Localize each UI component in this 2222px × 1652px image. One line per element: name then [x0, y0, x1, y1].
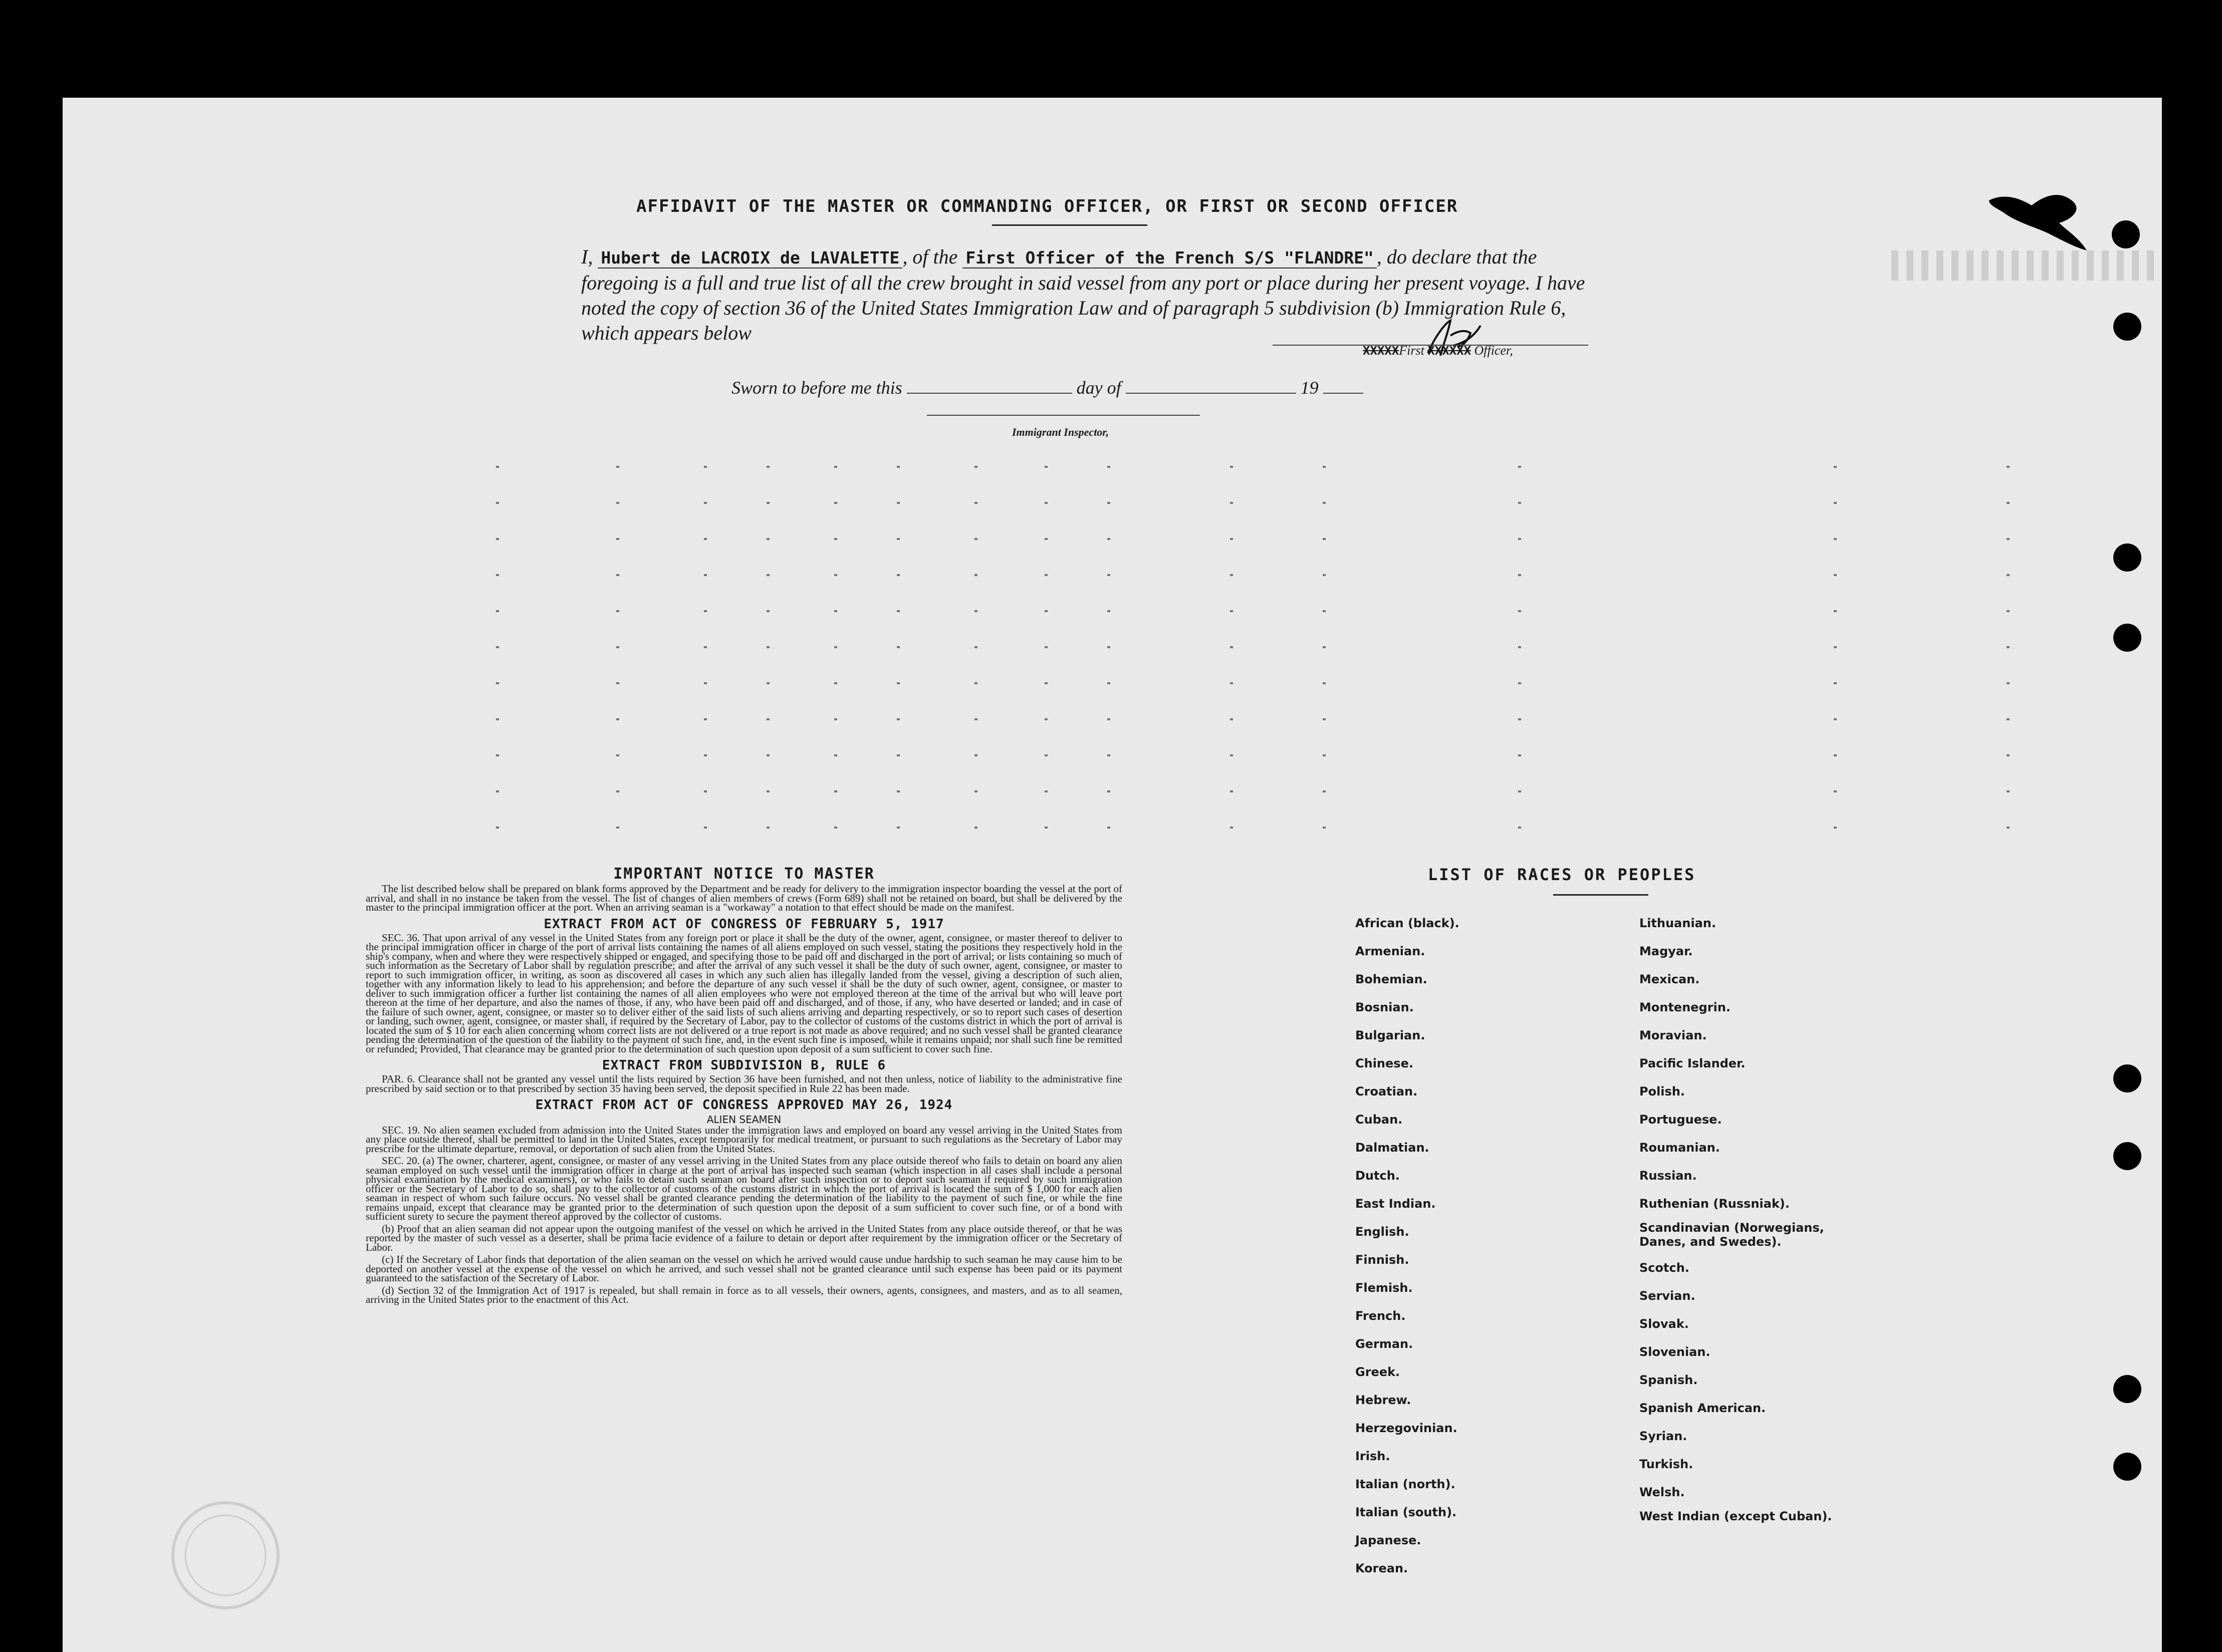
inspector-signature-line: [927, 415, 1200, 416]
column-guide: [704, 466, 707, 862]
embossed-seal: [153, 1495, 298, 1615]
column-guide: [1230, 466, 1233, 862]
punch-hole: [2113, 543, 2141, 572]
struck-word: XXXXX: [1363, 344, 1399, 358]
sworn-line: [731, 377, 1363, 398]
column-guide: [1518, 466, 1521, 862]
race-item: Welsh.: [1639, 1485, 1685, 1499]
notice-heading: IMPORTANT NOTICE TO MASTER: [613, 865, 875, 883]
race-item: Spanish American.: [1639, 1401, 1766, 1415]
race-item: Scotch.: [1639, 1261, 1689, 1275]
races-list-right: [1639, 909, 1850, 1528]
punch-hole: [2112, 220, 2140, 248]
race-item: German.: [1355, 1337, 1413, 1351]
race-item: Syrian.: [1639, 1429, 1687, 1443]
officer-name: Hubert de LACROIX de LAVALETTE: [598, 248, 902, 268]
race-item: Chinese.: [1355, 1056, 1413, 1070]
column-guide: [974, 466, 977, 862]
race-item: Japanese.: [1355, 1533, 1421, 1547]
punch-hole: [2113, 1375, 2141, 1403]
extract1-text: SEC. 36. That upon arrival of any vessel in the United States from any foreign port or place it shall be the duty of the owner, agent, consignee, or master thereof to deliver to the principal immigration officer in charge of the port of arrival lists containing the names of all aliens employed on such vessel, stating the positions they respectively hold in the ship's company, when and where they were respectively shipped or engaged, and specifying those to be paid off and discharged in the port of arrival; or lists containing so much of such information as the Secretary of Labor shall by regulation prescribe; and after the arrival of any such vessel it shall be the duty of such owner, agent, consignee, or master to report to such immigration officer, in writing, as soon as discovered all cases in which any such alien has illegally landed from the vessel, giving a description of such alien, together with any information likely to lead to his apprehension; and before the departure of any such vessel it shall be the duty of such owner, agent, consignee, or master to deliver to such immigration officer a further list containing the names of all alien employees who were not employed thereon at the time of the arrival but who will leave port thereon at the time of her departure, and also the names of those, if any, who have been paid off and discharged, and of those, if any, who have deserted or landed; and in case of the failure of such owner, agent, consignee, or master so to deliver either of the said lists of such aliens arriving and departing respectively, or so to report such cases of desertion or landing, such owner, agent, consignee, or master shall, if required by the Secretary of Labor, pay to the collector of customs of the customs district in which the port of arrival is located the sum of $ 10 for each alien concerning whom correct lists are not delivered or a true report is not made as above required; and no such vessel shall be granted clearance pending the determination of the question of the liability to the payment of such fine, and, in the event such fine is imposed, while it remains unpaid; nor shall such fine be remitted or refunded; Provided, That clearance may be granted prior to the determination of such question upon deposit of a sum sufficient to cover such fine.: [366, 931, 1122, 1055]
month-blank[interactable]: [1126, 393, 1296, 394]
race-item: Montenegrin.: [1639, 1000, 1731, 1014]
race-item: Herzegovinian.: [1355, 1421, 1457, 1435]
race-item: Magyar.: [1639, 944, 1693, 958]
race-item: Pacific Islander.: [1639, 1056, 1746, 1070]
important-notice: [366, 864, 1122, 1307]
punch-hole: [2113, 1064, 2141, 1092]
race-item: Armenian.: [1355, 944, 1425, 958]
races-rule: [1553, 894, 1648, 896]
extract2-text: PAR. 6. Clearance shall not be granted any vessel until the lists required by Section 36 have been furnished, and not then unless, notice of liability to the administrative fine prescribed by said section or to that prescribed by section 35 having been served, the deposit specified in Rule 22 has been made.: [366, 1073, 1122, 1094]
column-guide: [1834, 466, 1837, 862]
race-item: Russian.: [1639, 1169, 1697, 1183]
column-guide: [897, 466, 900, 862]
inspector-label: Immigrant Inspector,: [1012, 426, 1109, 438]
title-rule: [992, 224, 1147, 226]
race-item: Italian (north).: [1355, 1477, 1455, 1491]
sec20d-text: (d) Section 32 of the Immigration Act of 1917 is repealed, but shall remain in force as to all vessels, their owners, agents, consignees, and masters, and as to all seamen, arriving in the United States prior to the enactment of this Act.: [366, 1284, 1122, 1305]
race-item: Roumanian.: [1639, 1141, 1720, 1155]
race-item: Polish.: [1639, 1084, 1685, 1098]
decl-body: , do declare that the foregoing is a full and true list of all the crew brought in said vessel from any port or place during her present voyage. I have noted the copy of section 36 of the United States Immigration Law and of paragraph 5 subdivision (b) Immigration Rule 6, which appears below: [581, 245, 1585, 344]
sec19-text: SEC. 19. No alien seamen excluded from admission into the United States under the immigration laws and employed on board any vessel arriving in the United States from any place outside thereof, shall be permitted to land in the United States, except temporarily for medical treatment, or pursuant to such regulations as the Secretary of Labor may prescribe for the ultimate departure, removal, or deportation of such alien from the United States.: [366, 1124, 1122, 1155]
race-item: Scandinavian (Norwegians, Danes, and Swedes).: [1639, 1221, 1824, 1249]
race-item: Dutch.: [1355, 1169, 1400, 1183]
officer-word: First: [1399, 343, 1424, 358]
punch-hole: [2113, 1453, 2141, 1481]
extract3-heading: EXTRACT FROM ACT OF CONGRESS APPROVED MAY 26, 1924: [535, 1097, 953, 1113]
race-item: Italian (south).: [1355, 1505, 1457, 1519]
race-item: Bohemian.: [1355, 972, 1427, 986]
race-item: African (black).: [1355, 916, 1459, 930]
sworn-text-b: day of: [1076, 378, 1121, 398]
race-item: Slovak.: [1639, 1317, 1689, 1331]
column-guide: [1045, 466, 1048, 862]
column-guide: [1107, 466, 1110, 862]
officer-rank: First Officer of the French S/S "FLANDRE": [962, 248, 1377, 268]
race-item: Slovenian.: [1639, 1345, 1710, 1359]
sworn-text-a: Sworn to before me this: [731, 378, 902, 398]
sec20b-text: (b) Proof that an alien seaman did not appear upon the outgoing manifest of the vessel on which he arrived in the United States from any place outside thereof, or that he was reported by the master of such vessel as a deserter, shall be prima facie evidence of a failure to detain or deport after requirement by the immigration officer or the Secretary of Labor.: [366, 1222, 1122, 1253]
ink-blot: [1984, 190, 2089, 255]
race-item: Mexican.: [1639, 972, 1700, 986]
race-item: Greek.: [1355, 1365, 1400, 1379]
officer-suffix: Officer,: [1474, 343, 1513, 358]
column-guide: [834, 466, 837, 862]
struck-word: XXXXXX: [1427, 344, 1471, 358]
decl-of-the: , of the: [902, 245, 958, 268]
punch-hole: [2113, 313, 2141, 341]
race-item: Flemish.: [1355, 1281, 1413, 1295]
race-item: Irish.: [1355, 1449, 1390, 1463]
column-guide: [496, 466, 499, 862]
officer-title: [1363, 343, 1513, 358]
extract1-heading: EXTRACT FROM ACT OF CONGRESS OF FEBRUARY 5, 1917: [544, 916, 944, 932]
race-item: East Indian.: [1355, 1197, 1436, 1211]
race-item: Turkish.: [1639, 1457, 1693, 1471]
decl-i: I,: [581, 245, 593, 268]
race-item: French.: [1355, 1309, 1406, 1323]
sec20a-text: SEC. 20. (a) The owner, charterer, agent, consignee, or master of any vessel arriving in the United States from any place outside thereof who fails to detain on board any alien seaman employed on such vessel until the immigration officer in charge at the port of arrival has inspected such seaman (which inspection in all cases shall include a personal physical examination by the medical examiners), or who fails to detain such seaman on board after such inspection or to deport such seaman if required by such immigration officer or the Secretary of Labor to do so, shall pay to the collector of customs of the customs district in which the port of arrival is located the sum of $ 1,000 for each alien seaman in respect of whom such failure occurs. No vessel shall be granted clearance pending the determination of the liability to the payment of such fine, or while the fine remains unpaid, except that clearance may be granted prior to the determination of such question upon the deposit of a sum sufficient to cover such fine, or of a bond with sufficient surety to secure the payment thereof approved by the collector of customs.: [366, 1155, 1122, 1222]
race-item: English.: [1355, 1225, 1409, 1239]
races-list-left: [1355, 909, 1571, 1582]
race-item: Dalmatian.: [1355, 1141, 1429, 1155]
race-item: Lithuanian.: [1639, 916, 1716, 930]
race-item: Bulgarian.: [1355, 1028, 1425, 1042]
race-item: Servian.: [1639, 1289, 1695, 1303]
punch-hole: [2113, 624, 2141, 652]
sec20c-text: (c) If the Secretary of Labor finds that deportation of the alien seaman on the vessel on which he arrived would cause undue hardship to such seaman he may cause him to be deported on another vessel at the expense of the vessel on which he arrived, and such vessel shall not be granted clearance until such expense has been paid or its payment guaranteed to the satisfaction of the Secretary of Labor.: [366, 1253, 1122, 1284]
day-blank[interactable]: [907, 393, 1072, 394]
race-item: Croatian.: [1355, 1084, 1418, 1098]
races-heading: LIST OF RACES OR PEOPLES: [1428, 865, 1696, 884]
column-guide: [616, 466, 619, 862]
race-item: Spanish.: [1639, 1373, 1698, 1387]
race-item: West Indian (except Cuban).: [1639, 1509, 1832, 1523]
race-item: Portuguese.: [1639, 1113, 1722, 1127]
race-item: Moravian.: [1639, 1028, 1707, 1042]
race-item: Hebrew.: [1355, 1393, 1411, 1407]
sworn-text-c: 19: [1300, 378, 1319, 398]
column-guide: [2007, 466, 2010, 862]
race-item: Bosnian.: [1355, 1000, 1414, 1014]
year-blank[interactable]: [1323, 393, 1363, 394]
race-item: Korean.: [1355, 1561, 1408, 1575]
punch-hole: [2113, 1142, 2141, 1170]
extract3-subheading: ALIEN SEAMEN: [706, 1114, 782, 1126]
affidavit-title: AFFIDAVIT OF THE MASTER OR COMMANDING OFFICER, OR FIRST OR SECOND OFFICER: [636, 196, 1458, 216]
race-item: Finnish.: [1355, 1253, 1409, 1267]
race-item: Ruthenian (Russniak).: [1639, 1197, 1790, 1211]
race-item: Cuban.: [1355, 1113, 1403, 1127]
extract2-heading: EXTRACT FROM SUBDIVISION B, RULE 6: [602, 1058, 886, 1073]
notice-text: The list described below shall be prepared on blank forms approved by the Department and be ready for delivery to the immigration inspector boarding the vessel at the port of arrival, and shall in no instance be taken from the vessel. The list of changes of alien members of crews (Form 689) shall not be retained on board, but shall be delivered by the master to the principal immigration officer at the port. When an arriving seaman is a "workaway" a notation to that effect should be made on the manifest.: [366, 883, 1122, 913]
column-guide: [767, 466, 770, 862]
column-guide: [1323, 466, 1326, 862]
